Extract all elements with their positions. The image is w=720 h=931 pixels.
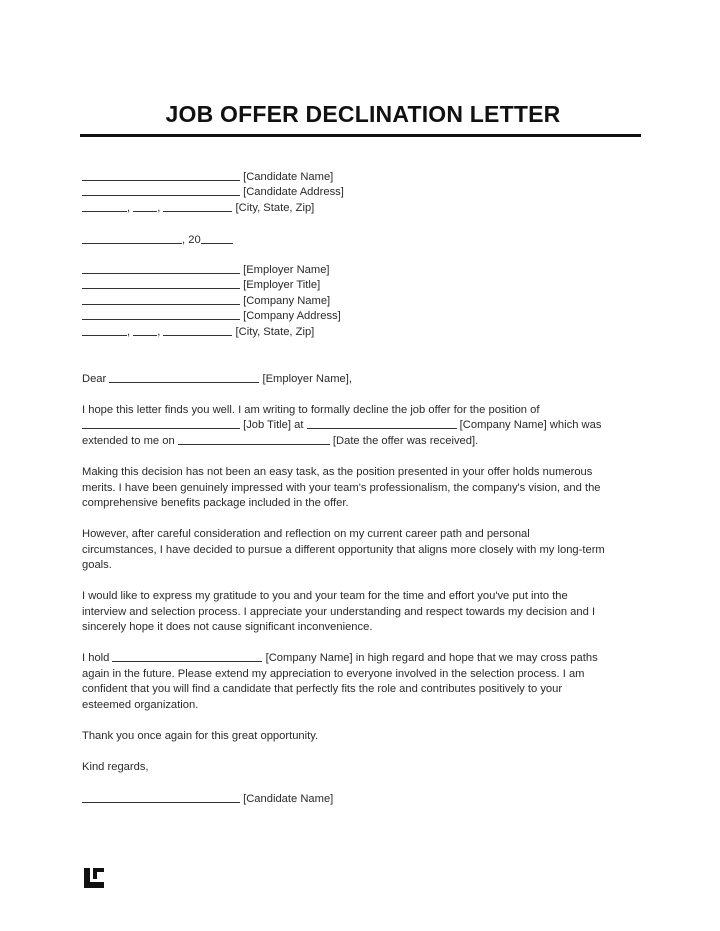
blank-field[interactable] (133, 201, 157, 212)
para3-line3: goals. (82, 559, 112, 571)
blank-field[interactable] (112, 651, 262, 662)
salutation-name: [Employer Name], (262, 373, 352, 385)
para6-line: Thank you once again for this great opportunity. (82, 730, 319, 742)
recipient-title-placeholder: [Employer Title] (243, 279, 321, 291)
blank-field[interactable] (82, 263, 240, 274)
recipient-name-placeholder: [Employer Name] (243, 264, 330, 276)
legal-templates-logo-icon (84, 868, 104, 888)
blank-field[interactable] (82, 185, 240, 196)
para4-line3: sincerely hope it does not cause significant inconvenience. (82, 621, 373, 633)
blank-field[interactable] (82, 309, 240, 320)
para5-line3: confident that you will find a candidate that perfectly fits the role and contributes positively to your (82, 683, 563, 695)
para5-line1-start: I hold (82, 652, 110, 664)
para5-line2: again in the future. Please extend my appreciation to everyone involved in the selection process. I am (82, 668, 585, 680)
salutation-greeting: Dear (82, 373, 107, 385)
sender-name-placeholder: [Candidate Name] (243, 171, 334, 183)
para5-line1 (82, 651, 598, 665)
blank-field[interactable] (178, 434, 330, 445)
blank-field[interactable] (109, 372, 259, 383)
blank-field[interactable] (163, 325, 232, 336)
para3-line1: However, after careful consideration and reflection on my current career path and personal (82, 528, 530, 540)
sender-name-line (82, 170, 333, 184)
para1-line3 (82, 434, 478, 448)
blank-field[interactable] (82, 418, 240, 429)
para5-line4: esteemed organization. (82, 699, 199, 711)
sender-address-placeholder: [Candidate Address] (243, 186, 344, 198)
para5-line1-end: [Company Name] in high regard and hope that we may cross paths (265, 652, 598, 664)
document-title: JOB OFFER DECLINATION LETTER (165, 101, 561, 127)
blank-field[interactable] (82, 792, 240, 803)
blank-field[interactable] (82, 278, 240, 289)
para4-line1: I would like to express my gratitude to you and your team for the time and effort you've put into the (82, 590, 568, 602)
recipient-city-placeholder: [City, State, Zip] (235, 326, 315, 338)
job-title-placeholder: [Job Title] at (243, 419, 304, 431)
blank-field[interactable] (82, 233, 182, 244)
recipient-city-line: , , [City, State, Zip] (82, 325, 314, 339)
recipient-name-line (82, 263, 330, 277)
para2-line3: comprehensive benefits package included in the offer. (82, 497, 349, 509)
blank-field[interactable] (82, 325, 127, 336)
sender-city-placeholder: [City, State, Zip] (235, 202, 315, 214)
para1-line1: I hope this letter finds you well. I am writing to formally decline the job offer for the position of (82, 404, 540, 416)
blank-field[interactable] (82, 201, 127, 212)
recipient-address-placeholder: [Company Address] (243, 310, 341, 322)
para1-line2 (82, 418, 601, 432)
para1-line3-start: extended to me on (82, 435, 175, 447)
blank-field[interactable] (82, 170, 240, 181)
blank-field[interactable] (201, 233, 233, 244)
blank-field[interactable] (82, 294, 240, 305)
title-rule (80, 134, 641, 137)
blank-field[interactable] (307, 418, 457, 429)
recipient-title-line (82, 278, 320, 292)
para4-line2: interview and selection process. I appreciate your understanding and respect towards my decision and I (82, 606, 596, 618)
para2-line2: merits. I have been genuinely impressed with your team's professionalism, the company's vision, and the (82, 482, 601, 494)
recipient-address-line (82, 309, 341, 323)
sender-address-line (82, 185, 344, 199)
blank-field[interactable] (133, 325, 157, 336)
closing-line: Kind regards, (82, 761, 149, 773)
company-placeholder: [Company Name] which was (459, 419, 602, 431)
sender-city-line: , , [City, State, Zip] (82, 201, 314, 215)
blank-field[interactable] (163, 201, 232, 212)
signature-line (82, 792, 333, 806)
para2-line1: Making this decision has not been an easy task, as the position presented in your offer holds numerous (82, 466, 593, 478)
date-received-placeholder: [Date the offer was received]. (332, 435, 479, 447)
para3-line2: circumstances, I have decided to pursue a different opportunity that aligns more closely with my long-term (82, 544, 605, 556)
signature-name-placeholder: [Candidate Name] (243, 793, 334, 805)
recipient-company-placeholder: [Company Name] (243, 295, 331, 307)
salutation-line (82, 372, 352, 386)
recipient-company-line (82, 294, 330, 308)
date-line (82, 233, 233, 247)
date-year-prefix: , 20 (182, 234, 201, 246)
